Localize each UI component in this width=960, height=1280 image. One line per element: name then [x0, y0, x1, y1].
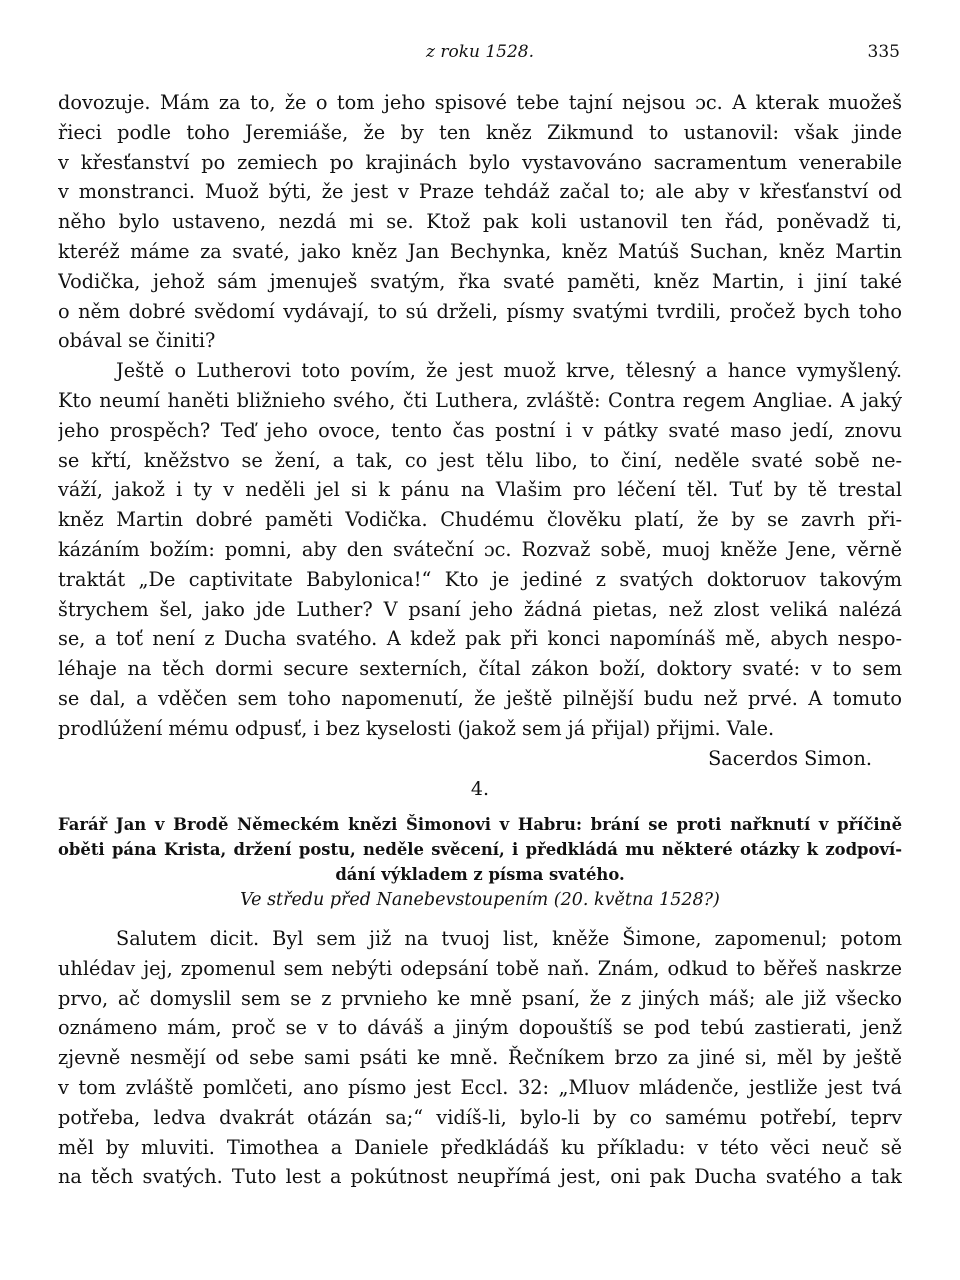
text-line: uhlédav jej, zpomenul sem nebýti odepsání tobě naň. Znám, odkud to běřeš naskrze [58, 956, 902, 980]
text-line: dovozuje. Mám za to, že o tom jeho spisové tebe tajní nejsou ɔc. A kterak muožeš [58, 91, 902, 114]
previous-letter-text [58, 88, 902, 773]
text-line: Vodička, jehož sám jmenuješ svatým, řka svaté paměti, kněz Martin, i jiní také [58, 269, 902, 293]
text-line: něho bylo ustaveno, nezdá mi se. Ktož pak koli ustanovil ten řád, poněvadž ti, [58, 210, 902, 234]
text-line: oznámeno mám, proč se v to dáváš a jiným dopouštíš se pod tebú zastierati, jenž [58, 1016, 902, 1040]
text-line: kněz Martin dobré paměti Vodička. Chudému člověku platí, že by se zavrh při- [58, 508, 902, 532]
summary-line: dání výkladem z písma svatého. [335, 865, 625, 884]
text-line: kteréž máme za svaté, jako kněz Jan Bechynka, kněz Matúš Suchan, kněz Martin [58, 239, 902, 263]
text-line: štrychem šel, jako jde Luther? V psaní jeho žádná pietas, než zlost veliká nalézá [58, 597, 902, 621]
text-line: se, a toť není z Ducha svatého. A kdež pak při konci napomínáš mě, abych nespo- [58, 627, 902, 651]
text-line: traktát „De captivitate Babylonica!“ Kto je jediné z svatých doktoruov takovým [58, 567, 902, 591]
text-line: v tom zvláště pomlčeti, ano písmo jest Eccl. 32: „Mluov mládenče, jestliže jest tvá [58, 1075, 902, 1099]
letter-summary [58, 812, 902, 887]
letter-body [58, 924, 902, 1192]
running-head [60, 38, 900, 68]
page-number: 335 [867, 42, 900, 62]
letter-date: Ve středu před Nanebevstoupením (20. května 1528?) [240, 890, 720, 910]
text-line: se křtí, kněžstvo se žení, a tak, co jest tělu libo, to činí, neděle svaté sobě ne- [58, 448, 902, 472]
text-line: jeho prospěch? Teď jeho ovoce, tento čas postní i v pátky svaté maso jedí, znovu [58, 418, 902, 442]
text-line: v křesťanství po zemiech po krajinách bylo vystavováno sacramentum venerabile [58, 150, 902, 174]
text-line: na těch svatých. Tuto lest a pokútnost neupřímá jest, oni pak Ducha svatého a tak [58, 1165, 902, 1189]
text-line: váží, jakož i ty v neděli jel si k pánu na Vlašim pro léčení těl. Tuť by tě trestal [58, 478, 902, 502]
summary-line: oběti pána Krista, držení postu, neděle svěcení, i předkládá mu některé otázky k zodpoví- [58, 840, 902, 859]
text-line: Ještě o Lutherovi toto povím, že jest muož krve, tělesný a hance vymyšlený. [116, 359, 902, 383]
text-line: v monstranci. Muož býti, že jest v Praze tehdáž začal to; ale aby v křesťanství od [58, 180, 902, 204]
text-line: zjevně nesmějí od sebe sami psáti ke mně. Řečníkem brzo za jiné si, měl by ještě [58, 1046, 902, 1070]
letter-number: 4. [470, 778, 490, 800]
text-line: Salutem dicit. Byl sem již na tvuoj list, kněže Šimone, zapomenul; potom [116, 927, 902, 950]
text-line: prvo, ač domyslil sem se z prvnieho ke mně psaní, že z jiných máš; ale již všecko [58, 986, 902, 1010]
text-line: o něm dobré svědomí vydávají, to sú drželi, písmy svatými tvrdili, pročež bych toho [58, 299, 902, 323]
text-line: léhaje na těch dormi secure sexterních, čítal zákon boží, doktory svaté: v to sem [58, 657, 902, 681]
text-line: kázáním božím: pomni, aby den sváteční ɔc. Rozvaž sobě, muoj kněže Jene, věrně [58, 537, 902, 561]
text-line: obával se činiti? [58, 329, 216, 353]
text-line: Kto neumí haněti bližnieho svého, čti Luthera, zvláště: Contra regem Angliae. A jaký [58, 388, 902, 412]
text-line: řieci podle toho Jeremiáše, že by ten kněz Zikmund to ustanovil: však jinde [58, 120, 902, 144]
summary-line: Farář Jan v Brodě Německém knězi Šimonovi v Habru: brání se proti nařknutí v příčině [58, 815, 902, 834]
text-line: měl by mluviti. Timothea a Daniele předkládáš ku příkladu: v této věci neuč sě [58, 1135, 902, 1159]
text-line: prodlúžení mému odpusť, i bez kyselosti (jakož sem já přijal) přijmi. Vale. [58, 716, 775, 740]
signature: Sacerdos Simon. [708, 746, 872, 770]
text-line: se dal, a vděčen sem toho napomenutí, že ještě pilnější budu než prvé. A tomuto [58, 686, 902, 710]
running-title: z roku 1528. [425, 42, 535, 62]
text-line: potřeba, ledva dvakrát otázán sa;“ vidíš-li, bylo-li by co samému potřebí, teprv [58, 1105, 902, 1129]
